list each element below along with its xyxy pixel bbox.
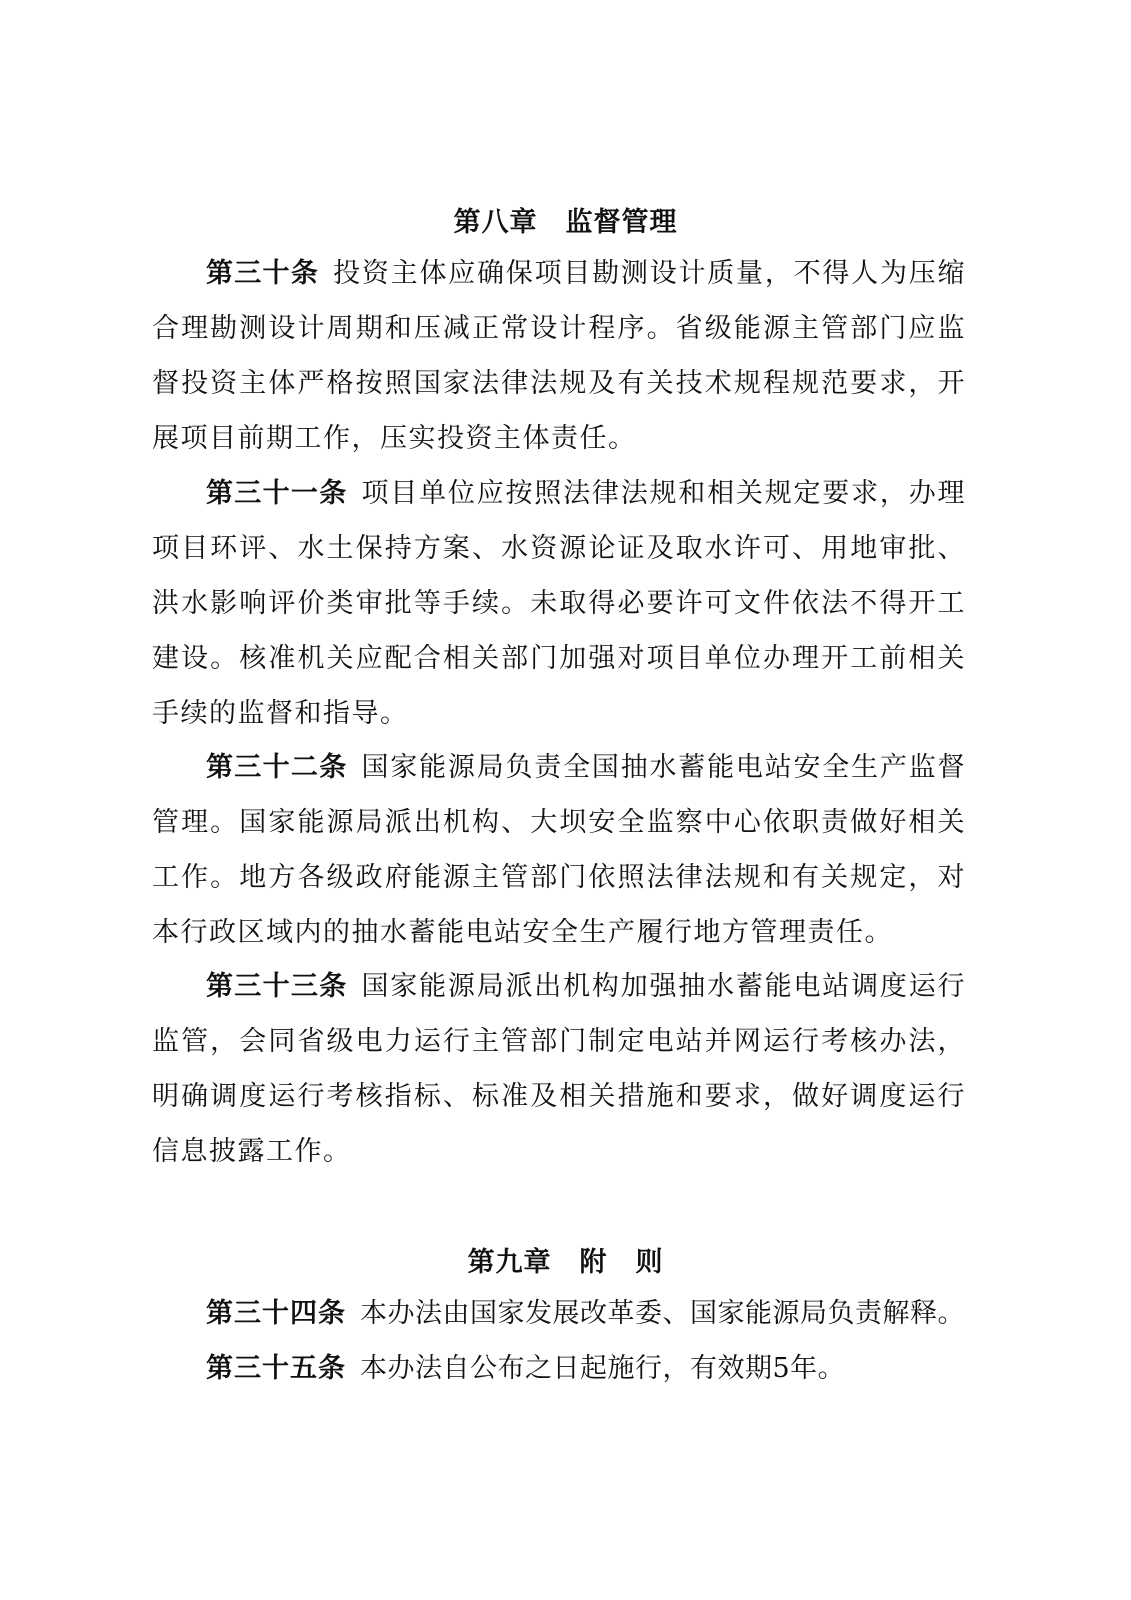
article-34-text: 本办法由国家发展改革委、国家能源局负责解释。 bbox=[360, 1298, 965, 1329]
article-35 bbox=[152, 1341, 966, 1396]
chapter-eight-title: 第八章 监督管理 bbox=[453, 207, 678, 238]
article-31-number: 第三十一条 bbox=[206, 478, 348, 509]
article-35-text: 本办法自公布之日起施行，有效期5年。 bbox=[360, 1353, 846, 1384]
article-31 bbox=[152, 466, 966, 741]
article-35-number: 第三十五条 bbox=[206, 1353, 346, 1384]
article-31-text: 项目单位应按照法律法规和相关规定要求，办理项目环评、水土保持方案、水资源论证及取水许可、用地审批、洪水影响评价类审批等手续。未取得必要许可文件依法不得开工建设。核准机关应配合相关部门加强对项目单位办理开工前相关手续的监督和指导。 bbox=[152, 478, 966, 729]
article-33 bbox=[152, 959, 966, 1179]
article-30 bbox=[152, 246, 966, 466]
article-34-number: 第三十四条 bbox=[206, 1298, 346, 1329]
chapter-nine-title: 第九章 附 则 bbox=[467, 1247, 664, 1278]
article-32-number: 第三十二条 bbox=[206, 752, 348, 783]
article-32-text: 国家能源局负责全国抽水蓄能电站安全生产监督管理。国家能源局派出机构、大坝安全监察中心依职责做好相关工作。地方各级政府能源主管部门依照法律法规和有关规定，对本行政区域内的抽水蓄能电站安全生产履行地方管理责任。 bbox=[152, 752, 966, 948]
article-34 bbox=[152, 1286, 966, 1341]
article-33-text: 国家能源局派出机构加强抽水蓄能电站调度运行监管，会同省级电力运行主管部门制定电站并网运行考核办法，明确调度运行考核指标、标准及相关措施和要求，做好调度运行信息披露工作。 bbox=[152, 971, 966, 1167]
article-30-number: 第三十条 bbox=[206, 258, 320, 289]
article-32 bbox=[152, 740, 966, 960]
article-30-text: 投资主体应确保项目勘测设计质量，不得人为压缩合理勘测设计周期和压减正常设计程序。省级能源主管部门应监督投资主体严格按照国家法律法规及有关技术规程规范要求，开展项目前期工作，压实投资主体责任。 bbox=[152, 258, 967, 454]
article-33-number: 第三十三条 bbox=[206, 971, 348, 1002]
